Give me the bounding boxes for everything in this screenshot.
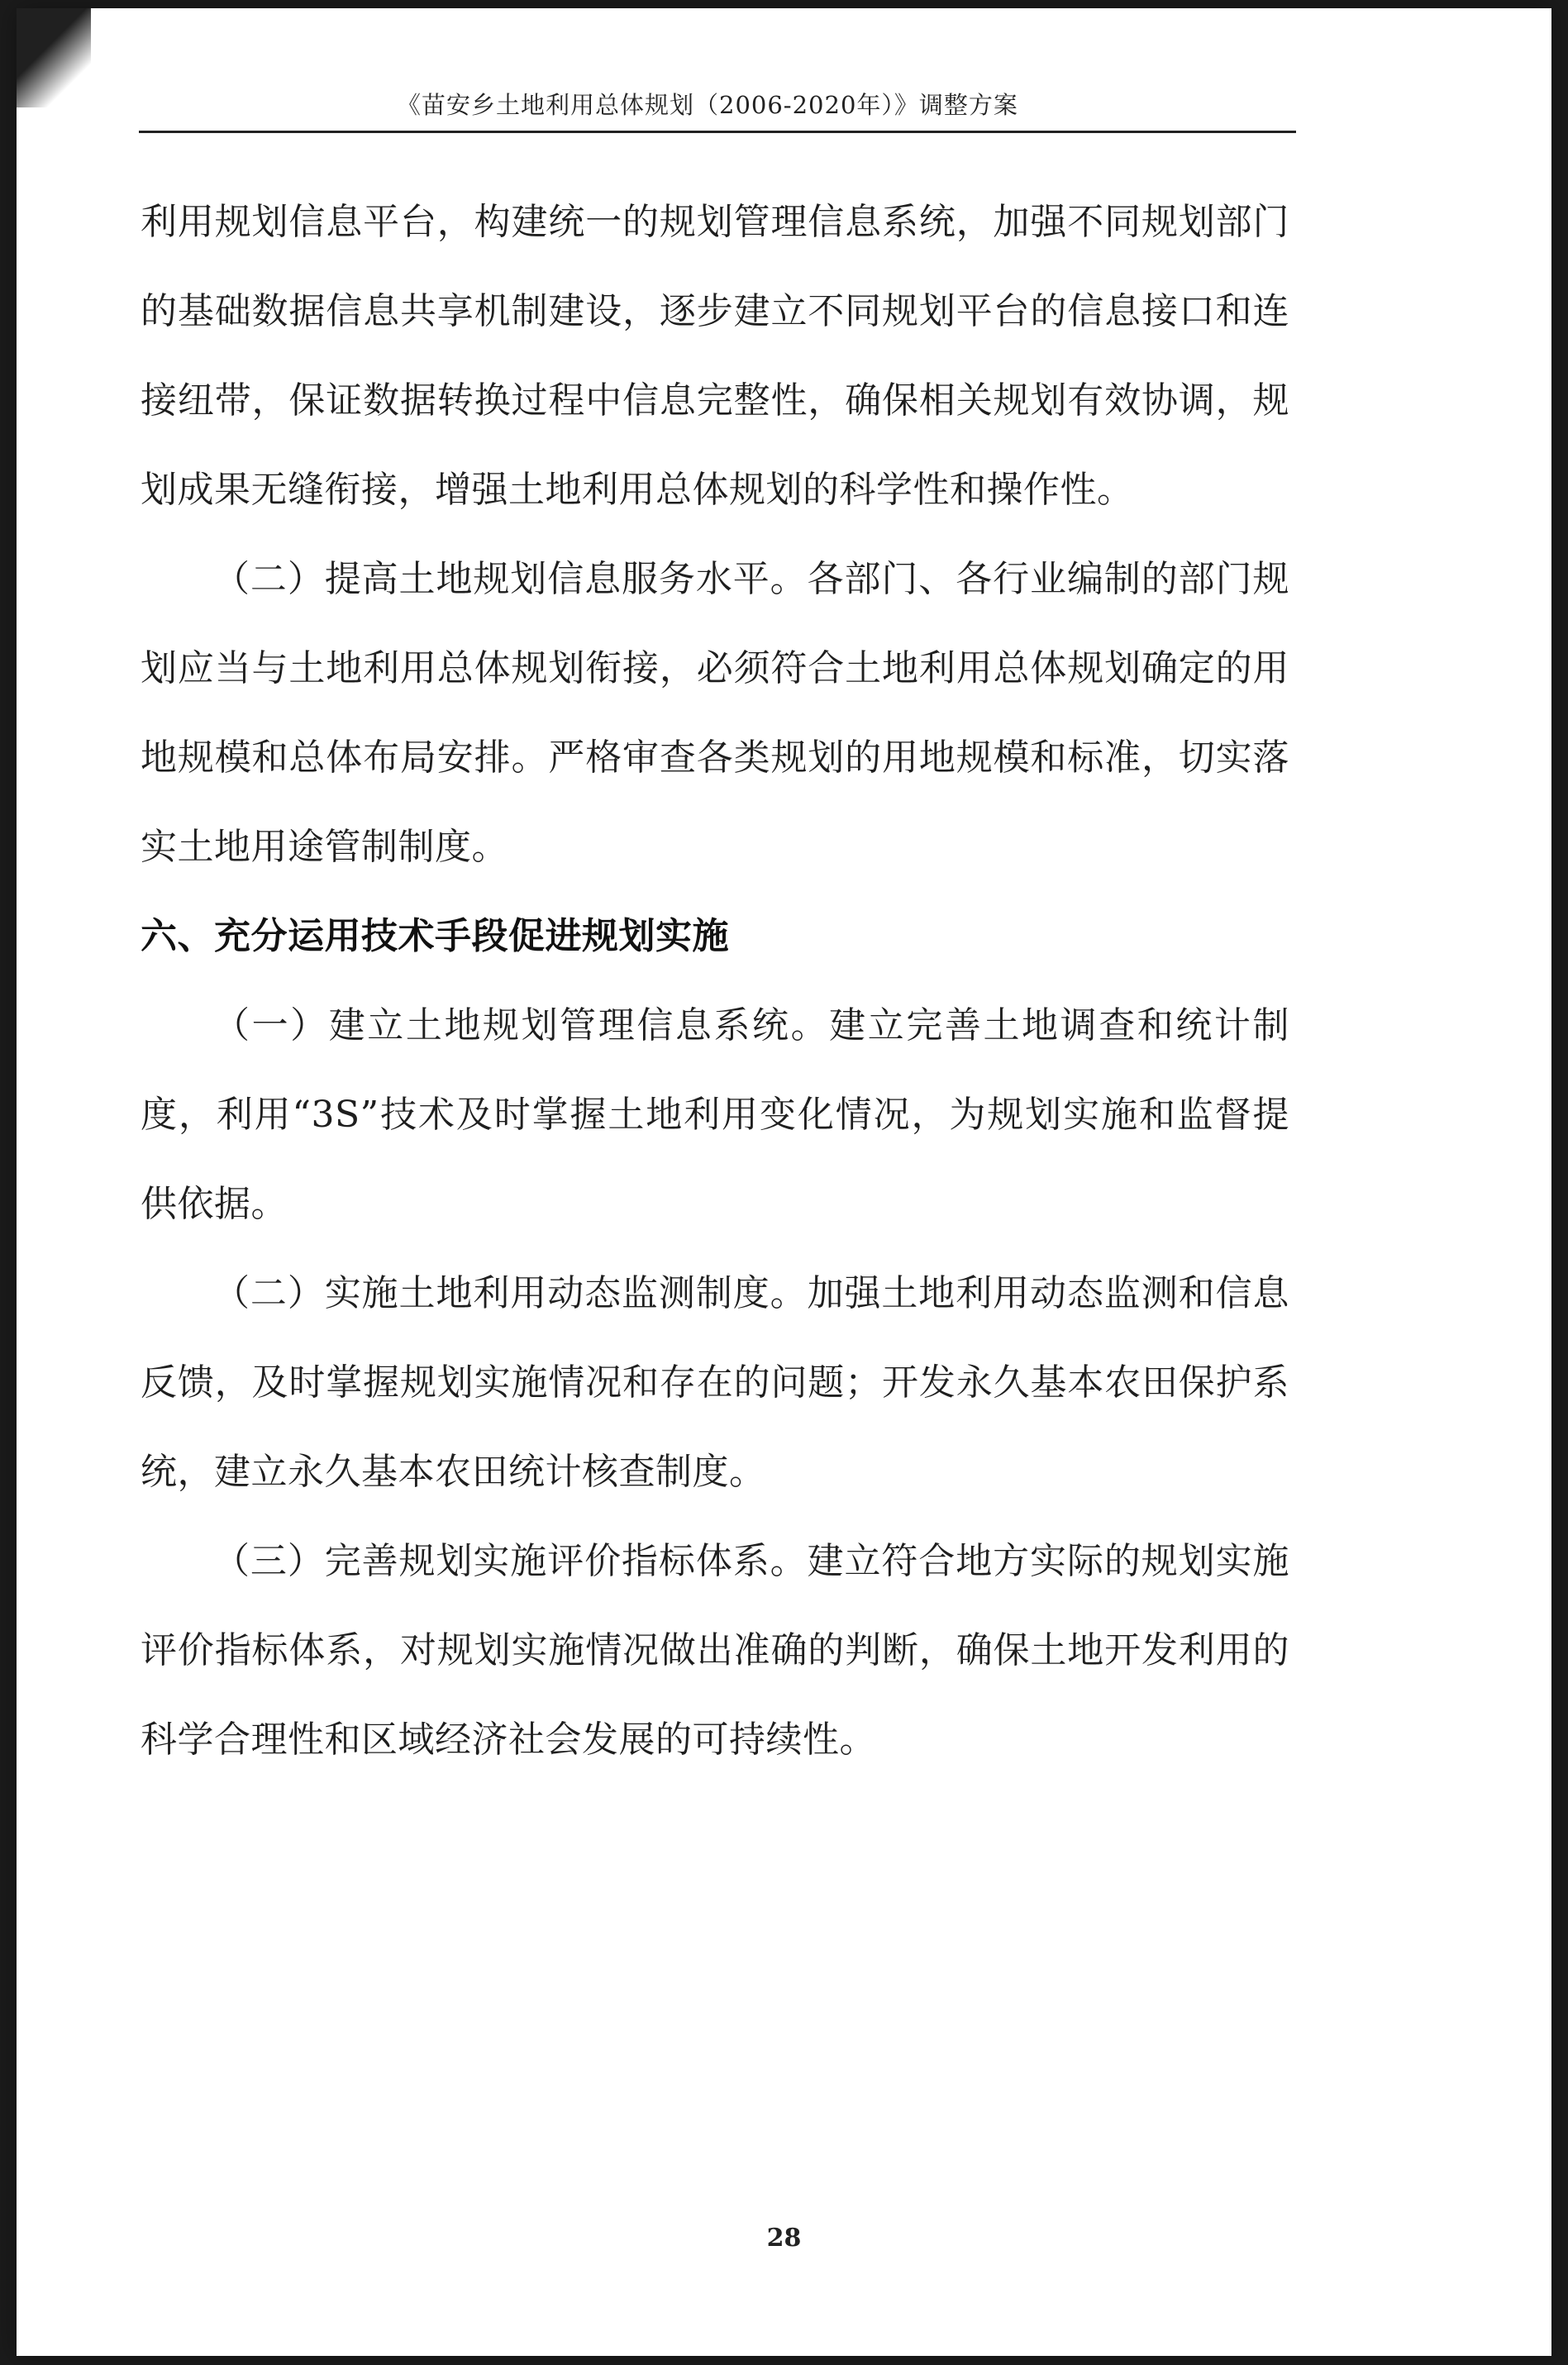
- paragraph-item-2b: （二）实施土地利用动态监测制度。加强土地利用动态监测和信息反馈，及时掌握规划实施情况和存在的问题；开发永久基本农田保护系统，建立永久基本农田统计核查制度。: [141, 1272, 1289, 1493]
- scan-shadow-corner: [17, 8, 91, 107]
- section-heading-6: 六、充分运用技术手段促进规划实施: [141, 915, 729, 957]
- running-header: 《苗安乡土地利用总体规划（2006-2020年）》调整方案: [397, 91, 1018, 119]
- paragraph-item-3: （三）完善规划实施评价指标体系。建立符合地方实际的规划实施评价指标体系，对规划实施情况做出准确的判断，确保土地开发利用的科学合理性和区域经济社会发展的可持续性。: [141, 1540, 1289, 1761]
- page-number: 28: [766, 2224, 802, 2253]
- paragraph-item-2: （二）提高土地规划信息服务水平。各部门、各行业编制的部门规划应当与土地利用总体规划衔接，必须符合土地利用总体规划确定的用地规模和总体布局安排。严格审查各类规划的用地规模和标准，切实落实土地用途管制制度。: [141, 558, 1289, 868]
- paragraph-continued: 利用规划信息平台，构建统一的规划管理信息系统，加强不同规划部门的基础数据信息共享机制建设，逐步建立不同规划平台的信息接口和连接纽带，保证数据转换过程中信息完整性，确保相关规划有效协调，规划成果无缝衔接，增强土地利用总体规划的科学性和操作性。: [141, 201, 1289, 511]
- header-rule: [139, 131, 1296, 133]
- body-text: [141, 178, 1289, 1785]
- document-page: [17, 8, 1551, 2356]
- paragraph-item-1: （一）建立土地规划管理信息系统。建立完善土地调查和统计制度，利用“3S”技术及时掌握土地利用变化情况，为规划实施和监督提供依据。: [141, 1004, 1289, 1225]
